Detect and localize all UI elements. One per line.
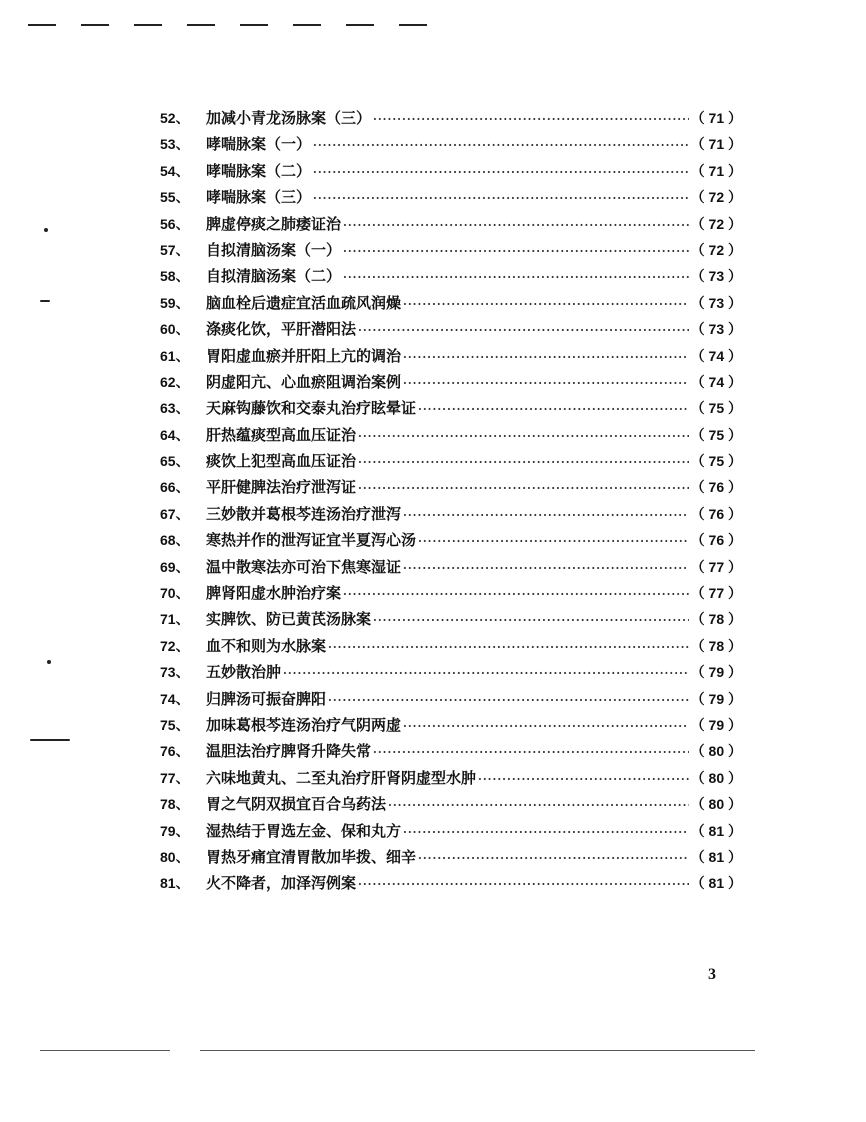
toc-entry[interactable] [160, 343, 742, 369]
toc-entry-title: 六味地黄丸、二至丸治疗肝肾阴虚型水肿 [206, 768, 477, 787]
toc-entry-page: （ 75 ） [690, 426, 742, 443]
toc-leader-dots [358, 424, 689, 450]
toc-entry[interactable] [160, 580, 742, 606]
toc-entry-title: 肝热蕴痰型高血压证治 [206, 425, 357, 444]
toc-entry[interactable] [160, 870, 742, 896]
toc-entry-title: 天麻钩藤饮和交泰丸治疗眩晕证 [206, 399, 417, 418]
toc-leader-dots [418, 529, 689, 555]
table-of-contents [160, 105, 742, 897]
toc-entry-number: 72、 [160, 637, 190, 654]
toc-entry-page: （ 73 ） [690, 294, 742, 311]
toc-entry-number: 73、 [160, 664, 190, 681]
toc-entry-title: 胃阳虚血瘀并肝阳上亢的调治 [206, 346, 402, 365]
toc-entry[interactable] [160, 131, 742, 157]
toc-entry-page: （ 80 ） [690, 769, 742, 786]
toc-entry-page: （ 78 ） [690, 611, 742, 628]
toc-entry-title: 哮喘脉案（三） [206, 188, 312, 207]
toc-entry[interactable] [160, 633, 742, 659]
toc-leader-dots [328, 635, 689, 661]
toc-entry-page: （ 78 ） [690, 637, 742, 654]
toc-entry-title: 火不降者，加泽泻例案 [206, 874, 357, 893]
toc-entry-number: 64、 [160, 426, 190, 443]
toc-entry[interactable] [160, 422, 742, 448]
toc-entry[interactable] [160, 263, 742, 289]
toc-entry-title: 脾肾阳虚水肿治疗案 [206, 584, 342, 603]
toc-leader-dots [418, 397, 689, 423]
toc-entry-number: 63、 [160, 400, 190, 417]
toc-leader-dots [343, 265, 689, 291]
toc-leader-dots [373, 608, 689, 634]
toc-entry[interactable] [160, 211, 742, 237]
toc-entry-page: （ 71 ） [690, 110, 742, 126]
toc-entry-number: 70、 [160, 585, 190, 602]
toc-entry[interactable] [160, 527, 742, 553]
toc-entry-number: 53、 [160, 136, 190, 153]
toc-entry-title: 胃之气阴双损宜百合乌药法 [206, 795, 387, 814]
toc-entry-page: （ 76 ） [690, 505, 742, 522]
toc-entry[interactable] [160, 184, 742, 210]
toc-leader-dots [418, 846, 689, 872]
toc-entry-title: 温中散寒法亦可治下焦寒湿证 [206, 557, 402, 576]
toc-entry-number: 69、 [160, 558, 190, 575]
toc-entry-title: 湿热结于胃选左金、保和丸方 [206, 821, 402, 840]
toc-entry-number: 59、 [160, 294, 190, 311]
bottom-rule [40, 1050, 755, 1051]
page-number: 3 [708, 966, 716, 983]
toc-entry-title: 哮喘脉案（一） [206, 135, 312, 154]
toc-entry[interactable] [160, 844, 742, 870]
toc-leader-dots [403, 345, 689, 371]
toc-entry-page: （ 81 ） [690, 822, 742, 839]
toc-entry-page: （ 77 ） [690, 585, 742, 602]
toc-entry[interactable] [160, 105, 742, 131]
toc-entry-page: （ 75 ） [690, 453, 742, 470]
toc-entry[interactable] [160, 712, 742, 738]
toc-leader-dots [403, 503, 689, 529]
toc-leader-dots [328, 688, 689, 714]
toc-entry-page: （ 75 ） [690, 400, 742, 417]
toc-leader-dots [313, 133, 689, 159]
toc-entry-page: （ 74 ） [690, 347, 742, 364]
toc-entry-page: （ 79 ） [690, 664, 742, 681]
toc-entry-number: 65、 [160, 453, 190, 470]
toc-entry[interactable] [160, 158, 742, 184]
toc-entry-title: 温胆法治疗脾肾升降失常 [206, 742, 372, 761]
toc-entry[interactable] [160, 290, 742, 316]
toc-entry-number: 75、 [160, 716, 190, 733]
toc-leader-dots [388, 793, 689, 819]
toc-entry-page: （ 72 ） [690, 215, 742, 232]
toc-entry-page: （ 81 ） [690, 848, 742, 865]
toc-entry-page: （ 79 ） [690, 716, 742, 733]
toc-entry-number: 67、 [160, 505, 190, 522]
toc-entry[interactable] [160, 474, 742, 500]
toc-entry[interactable] [160, 818, 742, 844]
toc-entry-page: （ 76 ） [690, 532, 742, 549]
toc-entry[interactable] [160, 686, 742, 712]
toc-entry[interactable] [160, 501, 742, 527]
toc-entry[interactable] [160, 659, 742, 685]
toc-entry-page: （ 72 ） [690, 241, 742, 258]
toc-entry-number: 61、 [160, 347, 190, 364]
top-dash-line [28, 24, 427, 26]
toc-entry-title: 脑血栓后遗症宜活血疏风润燥 [206, 293, 402, 312]
toc-entry[interactable] [160, 791, 742, 817]
toc-entry[interactable] [160, 606, 742, 632]
toc-entry-title: 三妙散并葛根芩连汤治疗泄泻 [206, 504, 402, 523]
toc-leader-dots [343, 239, 689, 265]
toc-leader-dots [403, 820, 689, 846]
toc-entry[interactable] [160, 237, 742, 263]
toc-entry-title: 痰饮上犯型高血压证治 [206, 452, 357, 471]
toc-entry-page: （ 72 ） [690, 189, 742, 206]
toc-entry-page: （ 71 ） [690, 162, 742, 179]
toc-entry-number: 58、 [160, 268, 190, 285]
toc-entry-number: 71、 [160, 611, 190, 628]
toc-leader-dots [403, 292, 689, 318]
toc-entry-title: 血不和则为水脉案 [206, 636, 327, 655]
toc-entry-number: 62、 [160, 373, 190, 390]
toc-entry-title: 归脾汤可振奋脾阳 [206, 689, 327, 708]
toc-entry-page: （ 77 ） [690, 558, 742, 575]
toc-leader-dots [403, 714, 689, 740]
toc-entry-title: 实脾饮、防已黄芪汤脉案 [206, 610, 372, 629]
toc-leader-dots [358, 476, 689, 502]
toc-entry[interactable] [160, 369, 742, 395]
toc-entry-page: （ 73 ） [690, 321, 742, 338]
toc-entry[interactable] [160, 395, 742, 421]
toc-entry-page: （ 81 ） [690, 875, 742, 892]
toc-entry-number: 78、 [160, 796, 190, 813]
toc-leader-dots [283, 661, 689, 687]
toc-entry-number: 77、 [160, 769, 190, 786]
toc-leader-dots [313, 160, 689, 186]
toc-entry-number: 68、 [160, 532, 190, 549]
toc-entry-page: （ 71 ） [690, 136, 742, 153]
toc-entry-title: 自拟清脑汤案（一） [206, 240, 342, 259]
toc-entry-title: 哮喘脉案（二） [206, 161, 312, 180]
toc-entry-page: （ 80 ） [690, 743, 742, 760]
toc-entry-number: 57、 [160, 241, 190, 258]
toc-leader-dots [478, 767, 689, 793]
toc-leader-dots [373, 740, 689, 766]
toc-entry-title: 自拟清脑汤案（二） [206, 267, 342, 286]
toc-entry-title: 加味葛根芩连汤治疗气阴两虚 [206, 715, 402, 734]
toc-entry-number: 74、 [160, 690, 190, 707]
toc-leader-dots [313, 186, 689, 212]
toc-entry-number: 79、 [160, 822, 190, 839]
toc-entry-page: （ 74 ） [690, 373, 742, 390]
toc-entry-number: 55、 [160, 189, 190, 206]
toc-entry-page: （ 79 ） [690, 690, 742, 707]
toc-entry-number: 54、 [160, 162, 190, 179]
toc-entry-title: 脾虚停痰之肺痿证治 [206, 214, 342, 233]
toc-leader-dots [373, 107, 689, 133]
toc-entry-title: 阴虚阳亢、心血瘀阻调治案例 [206, 372, 402, 391]
toc-leader-dots [343, 582, 689, 608]
toc-entry-page: （ 76 ） [690, 479, 742, 496]
toc-entry[interactable] [160, 448, 742, 474]
toc-entry-number: 60、 [160, 321, 190, 338]
toc-entry-number: 80、 [160, 848, 190, 865]
toc-entry[interactable] [160, 738, 742, 764]
toc-entry-title: 涤痰化饮，平肝潜阳法 [206, 320, 357, 339]
toc-entry-number: 66、 [160, 479, 190, 496]
toc-entry[interactable] [160, 765, 742, 791]
toc-entry-title: 平肝健脾法治疗泄泻证 [206, 478, 357, 497]
toc-leader-dots [343, 213, 689, 239]
scan-speck [44, 228, 48, 232]
toc-entry-number: 52、 [160, 110, 190, 126]
toc-leader-dots [358, 450, 689, 476]
toc-entry-page: （ 73 ） [690, 268, 742, 285]
toc-entry-title: 加减小青龙汤脉案（三） [206, 109, 372, 127]
toc-entry-title: 五妙散治肿 [206, 663, 282, 682]
toc-entry-number: 56、 [160, 215, 190, 232]
toc-entry-title: 胃热牙痛宜清胃散加毕拨、细辛 [206, 847, 417, 866]
scan-speck [30, 739, 70, 741]
toc-leader-dots [403, 556, 689, 582]
toc-leader-dots [358, 872, 689, 898]
toc-leader-dots [403, 371, 689, 397]
toc-entry-number: 76、 [160, 743, 190, 760]
toc-entry-title: 寒热并作的泄泻证宜半夏泻心汤 [206, 531, 417, 550]
toc-entry[interactable] [160, 316, 742, 342]
scan-speck [47, 660, 51, 664]
toc-entry-number: 81、 [160, 875, 190, 892]
toc-leader-dots [358, 318, 689, 344]
toc-entry-page: （ 80 ） [690, 796, 742, 813]
scan-speck [40, 300, 50, 302]
toc-entry[interactable] [160, 554, 742, 580]
